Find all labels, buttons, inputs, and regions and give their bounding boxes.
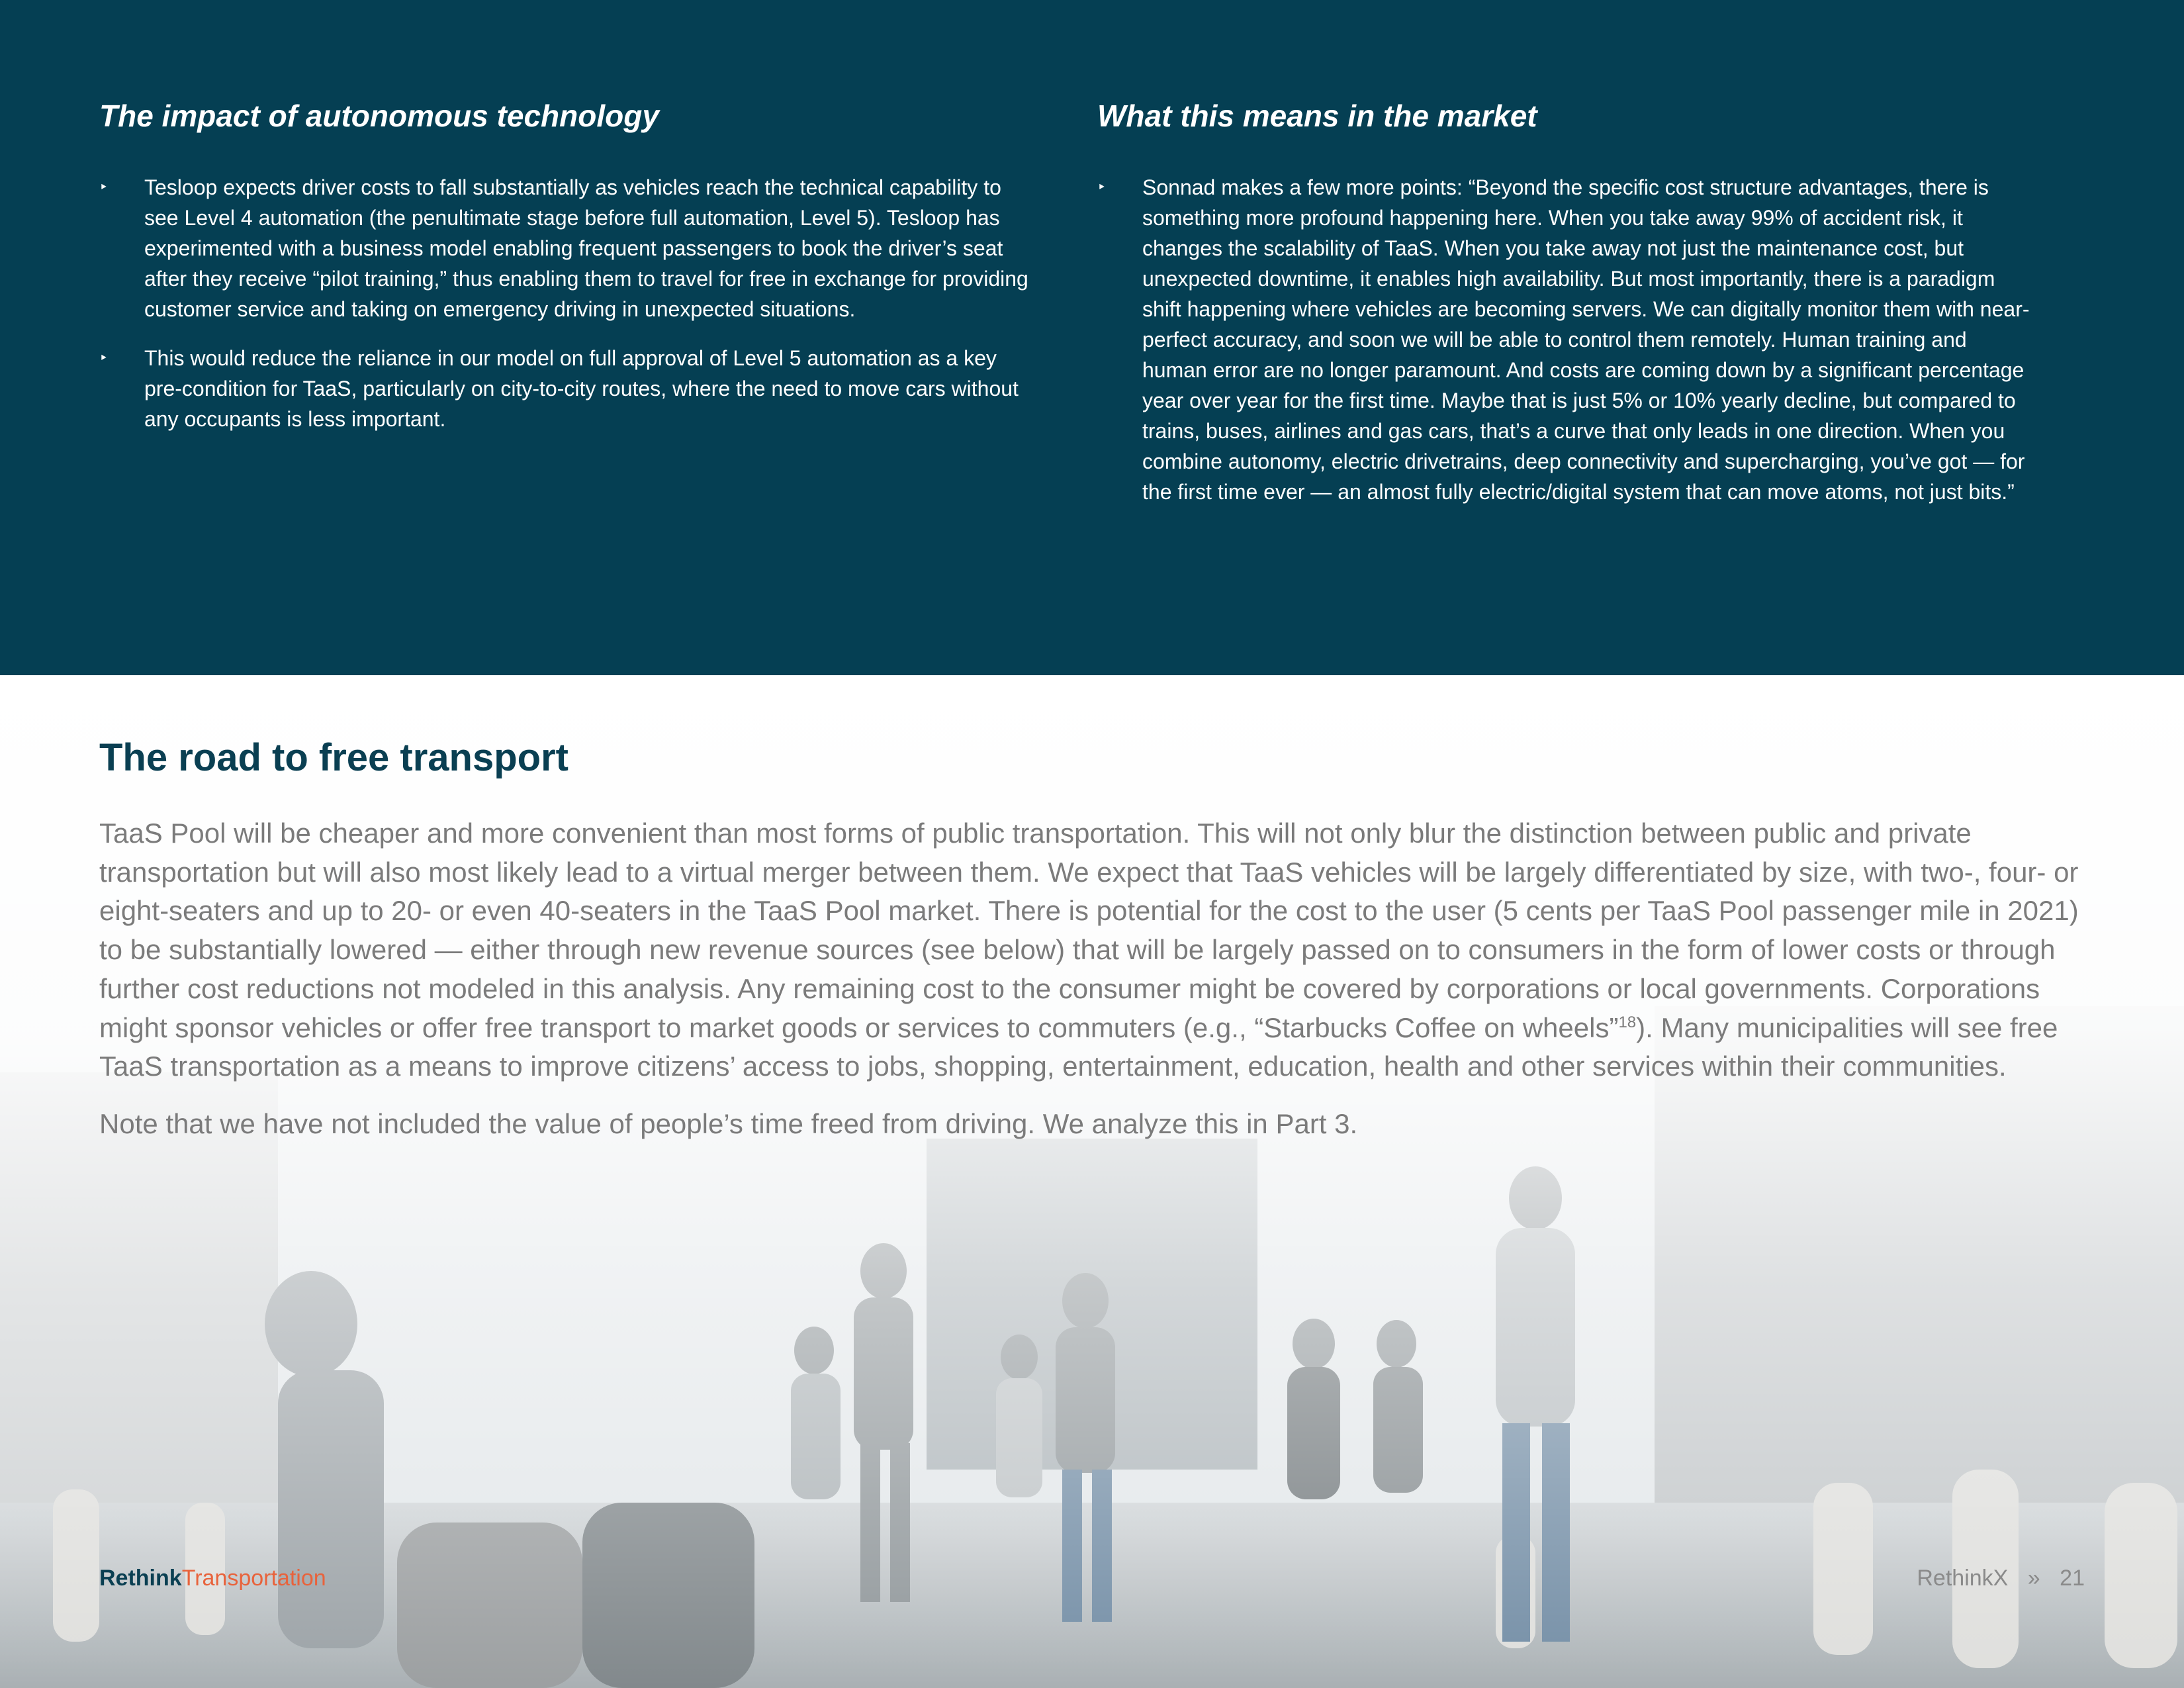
section-title: The road to free transport — [99, 736, 569, 779]
list-item — [1097, 172, 2037, 507]
brand-part-rethink: Rethink — [99, 1566, 182, 1591]
left-bullet-list — [99, 172, 1039, 434]
bullet-text: Tesloop expects driver costs to fall substantially as vehicles reach the technical capability to see Level 4 automation (the penultimate stage before full automation, Level 5). Tesloop has experimented with a business model enabling frequent passengers to book the driver’s seat after they receive “pilot training,” thus enabling them to travel for free in exchange for providing customer service and taking on emergency driving in unexpected situations. — [144, 175, 1028, 321]
paragraph: Note that we have not included the value of people’s time freed from driving. We analyze this in Part 3. — [99, 1107, 1358, 1139]
bullet-text: Sonnad makes a few more points: “Beyond the specific cost structure advantages, there is something more profound happening here. When you take away 99% of accident risk, it changes the scalability of TaaS. When you take away not just the maintenance cost, but unexpected downtime, it enables high availability. But most importantly, there is a paradigm shift happening where vehicles are becoming servers. We can digitally monitor them with near-perfect accuracy, and soon we will be able to control them remotely. Human training and human error are no longer paramount. And costs are coming down by a significant percentage year over year for the first time. Maybe that is just 5% or 10% yearly decline, but compared to trains, buses, airlines and gas cars, that’s a curve that only leads in one direction. When you combine autonomy, electric drivetrains, deep connectivity and supercharging, you’ve got — for the first time ever — an almost fully electric/digital system that can move atoms, not just bits.” — [1142, 175, 2030, 504]
bullet-arrow-icon: ‣ — [99, 179, 108, 195]
left-column-heading: The impact of autonomous technology — [99, 99, 659, 133]
paragraph — [99, 814, 2091, 1086]
footer-brand-logo — [99, 1562, 326, 1594]
paragraph-text: TaaS Pool will be cheaper and more convenient than most forms of public transportation. This will not only blur the distinction between public and private transportation but will also most likely lead to a virtual merger between them. We expect that TaaS vehicles will be largely differentiated by size, with two-, four- or eight-seaters and up to 20- or even 40-seaters in the TaaS Pool market. There is potential for the cost to the user (5 cents per TaaS Pool passenger mile in 2021) to be substantially lowered — either through new revenue sources (see below) that will be largely passed on to consumers in the form of lower costs or through further cost reductions not modeled in this analysis. Any remaining cost to the consumer might be covered by corporations or local governments. Corporations might sponsor vehicles or offer free transport to market goods or services to commuters (e.g., “Starbucks Coffee on wheels” — [99, 818, 2079, 1043]
paragraph-text: ). Many municipalities will see free TaaS transportation as a means to improve citizens’ access to jobs, shopping, entertainment, education, health and other services within their communities. — [99, 1011, 2058, 1082]
right-column — [1097, 93, 2037, 526]
page-number: 21 — [2060, 1566, 2085, 1591]
brand-part-transportation: Transportation — [181, 1566, 326, 1591]
list-item — [99, 172, 1039, 324]
body-text — [99, 814, 2091, 1162]
bullet-text: This would reduce the reliance in our model on full approval of Level 5 automation as a key pre-condition for TaaS, particularly on city-to-city routes, where the need to move cars without any occupants is less important. — [144, 346, 1019, 431]
chevron-right-icon: » — [2027, 1566, 2040, 1591]
publisher-name: RethinkX — [1917, 1566, 2009, 1591]
list-item — [99, 343, 1039, 434]
footnote-ref[interactable]: 18 — [1618, 1013, 1637, 1031]
footer-page-info — [1903, 1562, 2085, 1594]
left-column — [99, 93, 1039, 453]
right-bullet-list — [1097, 172, 2037, 507]
bullet-arrow-icon: ‣ — [99, 350, 108, 366]
right-column-heading: What this means in the market — [1097, 99, 1537, 133]
bullet-arrow-icon: ‣ — [1097, 179, 1106, 195]
